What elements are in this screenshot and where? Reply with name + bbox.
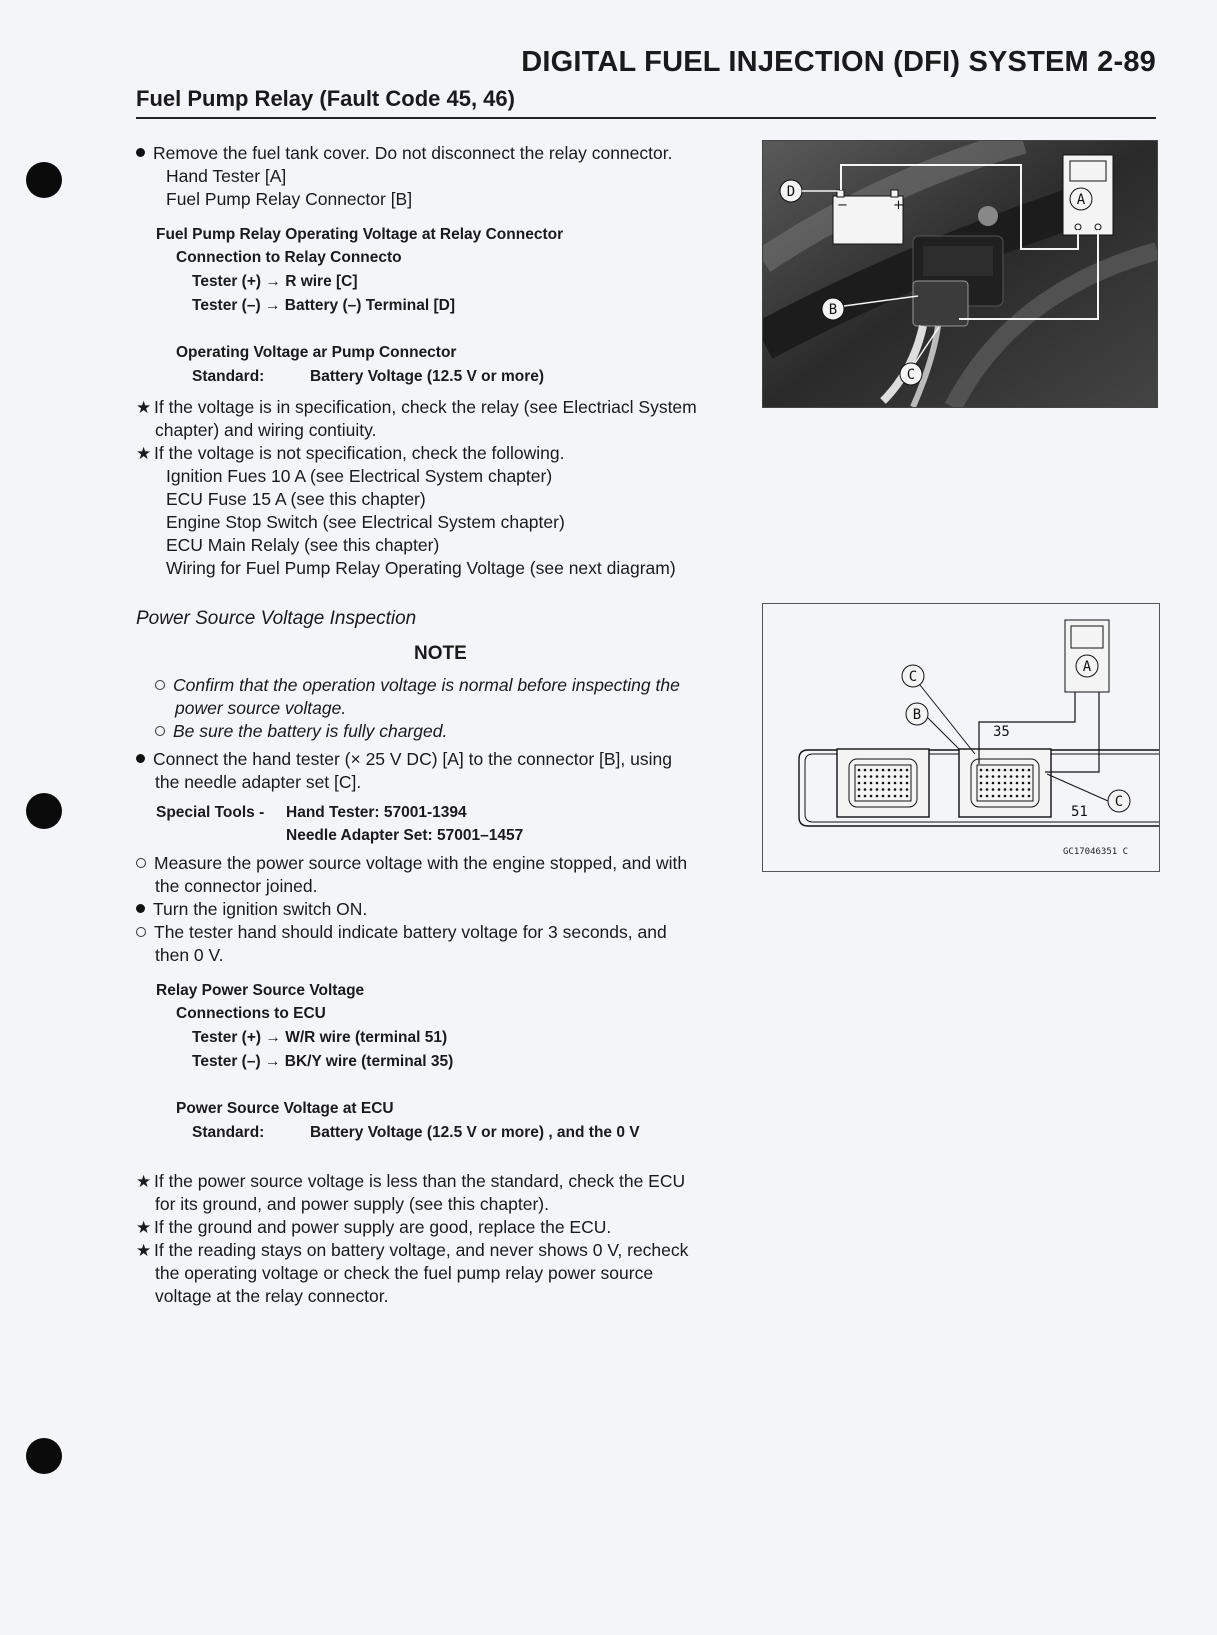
page-header-title: DIGITAL FUEL INJECTION (DFI) SYSTEM 2-89 [521,46,1156,78]
hollow-bullet-icon [155,726,165,736]
spec3-negative: Tester (–) → BK/Y wire (terminal 35) [192,1053,454,1070]
step-measure-cont: the connector joined. [155,876,318,896]
special-tools-1: Special Tools - Hand Tester: 57001-1394 [156,804,467,821]
connector-pin [1022,795,1025,798]
connector-pin [980,775,983,778]
note-2: Be sure the battery is fully charged. [155,720,447,743]
binder-hole-top [26,162,62,198]
pin-51-label: 51 [1071,804,1088,820]
connector-pin [998,769,1001,772]
connector-pin [992,795,995,798]
arrow-right-icon: → [265,273,281,290]
connector-pin [870,788,873,791]
battery-minus-label: − [837,198,848,213]
arrow-right-icon: → [264,297,281,314]
check-item: Wiring for Fuel Pump Relay Operating Voltage (see next diagram) [166,558,676,578]
bullet-icon [136,754,145,763]
connector-pin [906,769,909,772]
binder-hole-middle [26,793,62,829]
hollow-bullet-icon [155,680,165,690]
connector-pin [894,775,897,778]
connector-pin [1010,782,1013,785]
check-in-spec: ★ If the voltage is in specification, check the relay (see Electriacl System [136,396,697,420]
spec4-standard: Standard: Battery Voltage (12.5 V or more) , and the 0 V [192,1124,640,1141]
connector-pin [900,775,903,778]
connector-pin [1004,788,1007,791]
step-indicate-cont: then 0 V. [155,945,224,965]
connector-pin [986,782,989,785]
connector-pin [1010,775,1013,778]
spec1-negative: Tester (–) → Battery (–) Terminal [D] [192,297,455,314]
spec1-connection: Connection to Relay Connecto [176,249,402,266]
connector-pin [1016,795,1019,798]
connector-pin [894,769,897,772]
connector-pin [894,788,897,791]
connector-pin [998,775,1001,778]
check-in-spec-cont: chapter) and wiring contiuity. [155,420,377,440]
connector-pin [888,775,891,778]
connector-pin [1022,775,1025,778]
note-1-cont: power source voltage. [175,698,347,718]
connector-pin [876,788,879,791]
connector-pin [858,782,861,785]
connector-pin [1016,769,1019,772]
spec2-standard: Standard: Battery Voltage (12.5 V or more) [192,368,545,385]
connector-pin [900,782,903,785]
connector-pin [1022,782,1025,785]
connector-pin [1004,782,1007,785]
spec2-title: Operating Voltage ar Pump Connector [176,344,457,361]
header-rule [136,117,1156,119]
relay-connector-illustration [763,141,1157,407]
item-hand-tester: Hand Tester [A] [166,166,287,186]
label-c-top: C [908,669,918,685]
connector-pin [882,788,885,791]
connector-pin [980,795,983,798]
connector-pin [1010,769,1013,772]
connector-pin [858,788,861,791]
section-title: Fuel Pump Relay (Fault Code 45, 46) [136,86,515,111]
spec1-title: Fuel Pump Relay Operating Voltage at Relay Connector [156,226,564,243]
connector-pin [1028,795,1031,798]
label-b: B [828,302,838,318]
spec1-positive: Tester (+) → R wire [C] [192,273,358,290]
final-check-less-cont: for its ground, and power supply (see this chapter). [155,1194,549,1214]
connector-pin [986,775,989,778]
bullet-icon [136,148,145,157]
connector-pin [1022,788,1025,791]
connector-pin [1022,769,1025,772]
check-item: Engine Stop Switch (see Electrical System chapter) [166,512,565,532]
connector-pin [992,769,995,772]
connector-pin [870,775,873,778]
connector-pin [1010,795,1013,798]
step-connect-tester: Connect the hand tester (× 25 V DC) [A] to the connector [B], using [136,748,672,771]
step-measure: Measure the power source voltage with the engine stopped, and with [136,852,687,875]
star-icon: ★ [136,1172,152,1191]
label-a: A [1082,659,1092,675]
star-icon: ★ [136,1241,152,1260]
connector-pin [998,788,1001,791]
hollow-bullet-icon [136,858,146,868]
connector-pin [882,795,885,798]
connector-pin [906,775,909,778]
item-relay-connector: Fuel Pump Relay Connector [B] [166,189,413,209]
check-item: Ignition Fues 10 A (see Electrical System chapter) [166,466,553,486]
connector-pin [864,788,867,791]
connector-pin [864,795,867,798]
connector-pin [1016,775,1019,778]
spec3-connection: Connections to ECU [176,1005,326,1022]
figure-code: GC17046351 C [1063,847,1129,857]
relay-connector-photo [762,140,1158,408]
label-c: C [906,367,916,383]
connector-pin [888,788,891,791]
connector-pin [876,782,879,785]
battery-plus-label: + [893,198,904,213]
spec3-positive: Tester (+) → W/R wire (terminal 51) [192,1029,448,1046]
bullet-icon [136,904,145,913]
star-icon: ★ [136,1218,152,1237]
connector-pin [1028,788,1031,791]
arrow-right-icon: → [264,1053,281,1070]
note-1: Confirm that the operation voltage is normal before inspecting the [155,674,680,697]
connector-pin [980,782,983,785]
connector-pin [894,782,897,785]
special-tools-2: Needle Adapter Set: 57001–1457 [286,827,524,844]
connector-pin [1028,775,1031,778]
connector-pin [992,788,995,791]
spec4-title: Power Source Voltage at ECU [176,1100,394,1117]
step-connect-tester-cont: the needle adapter set [C]. [155,772,362,792]
check-item: ECU Main Relaly (see this chapter) [166,535,440,555]
connector-pin [858,795,861,798]
connector-pin [1016,782,1019,785]
connector-pin [858,775,861,778]
note-heading: NOTE [414,643,467,664]
connector-pin [876,795,879,798]
step-indicate: The tester hand should indicate battery voltage for 3 seconds, and [136,921,667,944]
connector-pin [864,775,867,778]
star-icon: ★ [136,398,152,417]
ecu-connector-diagram [762,603,1160,872]
pin-35-label: 35 [993,724,1010,740]
star-icon: ★ [136,444,152,463]
connector-pin [992,775,995,778]
connector-pin [864,769,867,772]
connector-pin [1016,788,1019,791]
connector-pin [1004,775,1007,778]
connector-pin [1004,769,1007,772]
connector-pin [888,795,891,798]
step-ignition: Turn the ignition switch ON. [136,898,367,921]
connector-pin [906,788,909,791]
label-d: D [786,184,796,200]
final-check-good: ★ If the ground and power supply are good, replace the ECU. [136,1216,611,1240]
hollow-bullet-icon [136,927,146,937]
connector-pin [1028,769,1031,772]
final-check-stays-cont: the operating voltage or check the fuel pump relay power source [155,1263,654,1283]
power-section-title: Power Source Voltage Inspection [136,608,417,629]
spec3-title: Relay Power Source Voltage [156,982,365,999]
connector-pin [870,795,873,798]
connector-pin [986,795,989,798]
step-remove-cover: Remove the fuel tank cover. Do not disconnect the relay connector. [136,142,672,165]
connector-pin [870,769,873,772]
connector-pin [870,782,873,785]
binder-hole-bottom [26,1438,62,1474]
check-item: ECU Fuse 15 A (see this chapter) [166,489,426,509]
label-c-bottom: C [1114,794,1124,810]
label-a: A [1076,192,1086,208]
connector-pin [858,769,861,772]
connector-pin [986,769,989,772]
connector-pin [864,782,867,785]
connector-pin [980,769,983,772]
connector-pin [906,782,909,785]
connector-pin [998,782,1001,785]
connector-pin [998,795,1001,798]
ecu-connector-illustration [763,604,1159,871]
arrow-right-icon: → [265,1029,281,1046]
connector-pin [900,795,903,798]
final-check-stays: ★ If the reading stays on battery voltage, and never shows 0 V, recheck [136,1239,688,1263]
connector-pin [1028,782,1031,785]
connector-pin [876,769,879,772]
connector-pin [906,795,909,798]
connector-pin [1010,788,1013,791]
connector-pin [894,795,897,798]
connector-pin [882,769,885,772]
connector-pin [986,788,989,791]
connector-pin [876,775,879,778]
connector-pin [980,788,983,791]
connector-pin [1004,795,1007,798]
connector-pin [882,782,885,785]
label-b: B [912,707,922,723]
connector-pin [900,769,903,772]
connector-pin [992,782,995,785]
connector-pin [900,788,903,791]
connector-pin [888,782,891,785]
final-check-less: ★ If the power source voltage is less than the standard, check the ECU [136,1170,685,1194]
check-not-spec: ★ If the voltage is not specification, check the following. [136,442,565,466]
connector-pin [888,769,891,772]
connector-pin [882,775,885,778]
final-check-stays-cont: voltage at the relay connector. [155,1286,389,1306]
